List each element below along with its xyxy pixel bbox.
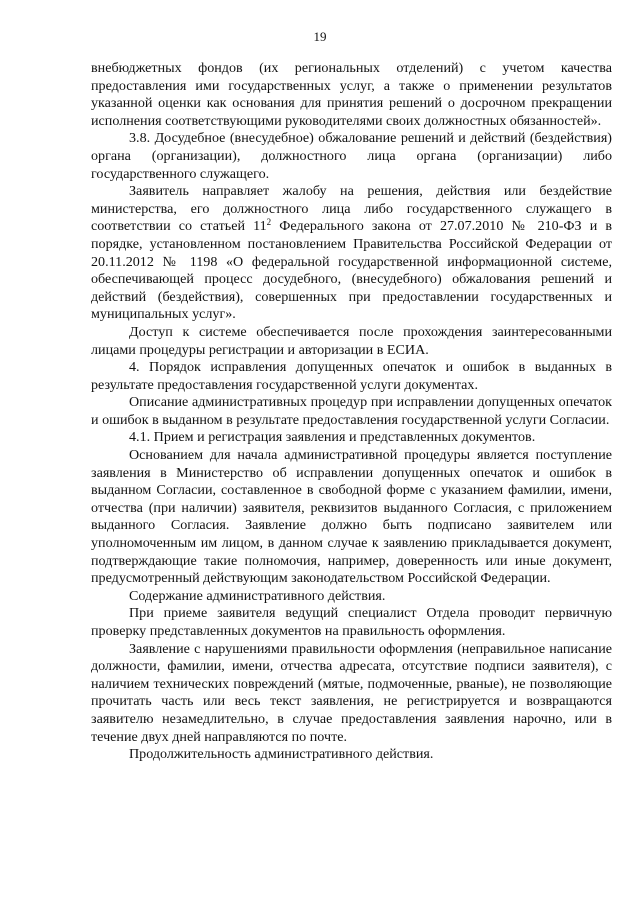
page-number: 19 (313, 29, 327, 44)
paragraph-section-4: 4. Порядок исправления допущенных опечаток и ошибок в выданных в результате предоставления государственной услуги документах. (91, 359, 612, 393)
paragraph-procedures-description: Описание административных процедур при исправлении допущенных опечаток и ошибок в выданном в результате предоставления государственной услуги Согласии. (91, 394, 612, 428)
paragraph-grounds: Основанием для начала административной процедуры является поступление заявления в Министерство об исправлении допущенных опечаток и ошибок в выданном Согласии, составленное в свободной форме с указанием фамилии, имени, отчества (при наличии) заявителя, реквизитов выданного Согласия, с приложением выданного Согласия. Заявление должно быть подписано заявителем или уполномоченным им лицом, в данном случае к заявлению прикладывается документ, подтверждающие такие полномочия, например, доверенность или иные документ, предусмотренный действующим законодательством Российской Федерации. (91, 447, 612, 587)
document-body (91, 60, 612, 764)
paragraph-complaint-part1: Заявитель направляет жалобу на решения, действия или бездействие министерства, его должностного лица либо государственного служащего в соответствии со статьей 11 (91, 183, 612, 235)
paragraph-reception: При приеме заявителя ведущий специалист Отдела проводит первичную проверку представленных документов на правильность оформления. (91, 605, 612, 639)
paragraph-system-access: Доступ к системе обеспечивается после прохождения заинтересованными лицами процедуры регистрации и авторизации в ЕСИА. (91, 323, 612, 358)
paragraph-section-3-8: 3.8. Досудебное (внесудебное) обжалование решений и действий (бездействия) органа (организации), должностного лица органа (организации) либо государственного служащего. (91, 130, 612, 182)
paragraph-complaint (91, 183, 612, 324)
paragraph-violations: Заявление с нарушениями правильности оформления (неправильное написание должности, фамилии, имени, отчества адресата, отсутствие подписи заявителя), с наличием технических повреждений (мятые, подмоченные, рваные), не позволяющие прочитать часть или весь текст заявления, не регистрируется и возвращаются заявителю незамедлительно, в случае предоставления заявления нарочно, или в течение двух дней направляются по почте. (91, 640, 612, 745)
article-superscript: 2 (266, 217, 272, 228)
paragraph-section-4-1: 4.1. Прием и регистрация заявления и представленных документов. (129, 429, 536, 446)
paragraph-action-content: Содержание административного действия. (129, 587, 386, 604)
paragraph-continuation: внебюджетных фондов (их региональных отделений) с учетом качества предоставления ими государственных услуг, а также о применении результатов указанной оценки как основания для принятия решений о досрочном прекращении исполнения соответствующими руководителями своих должностных обязанностей». (91, 60, 612, 129)
paragraph-duration: Продолжительность административного действия. (129, 746, 434, 763)
paragraph-complaint-part2: Федерального закона от 27.07.2010 № 210-ФЗ и в порядке, установленном постановлением Правительства Российской Федерации от 20.11.2012 № 1198 «О федеральной государственной информационной системе, обеспечивающей процесс досудебного, (внесудебного) обжалования решений и действий (бездействия), совершенных при предоставлении государственных и муниципальных услуг». (91, 218, 612, 323)
